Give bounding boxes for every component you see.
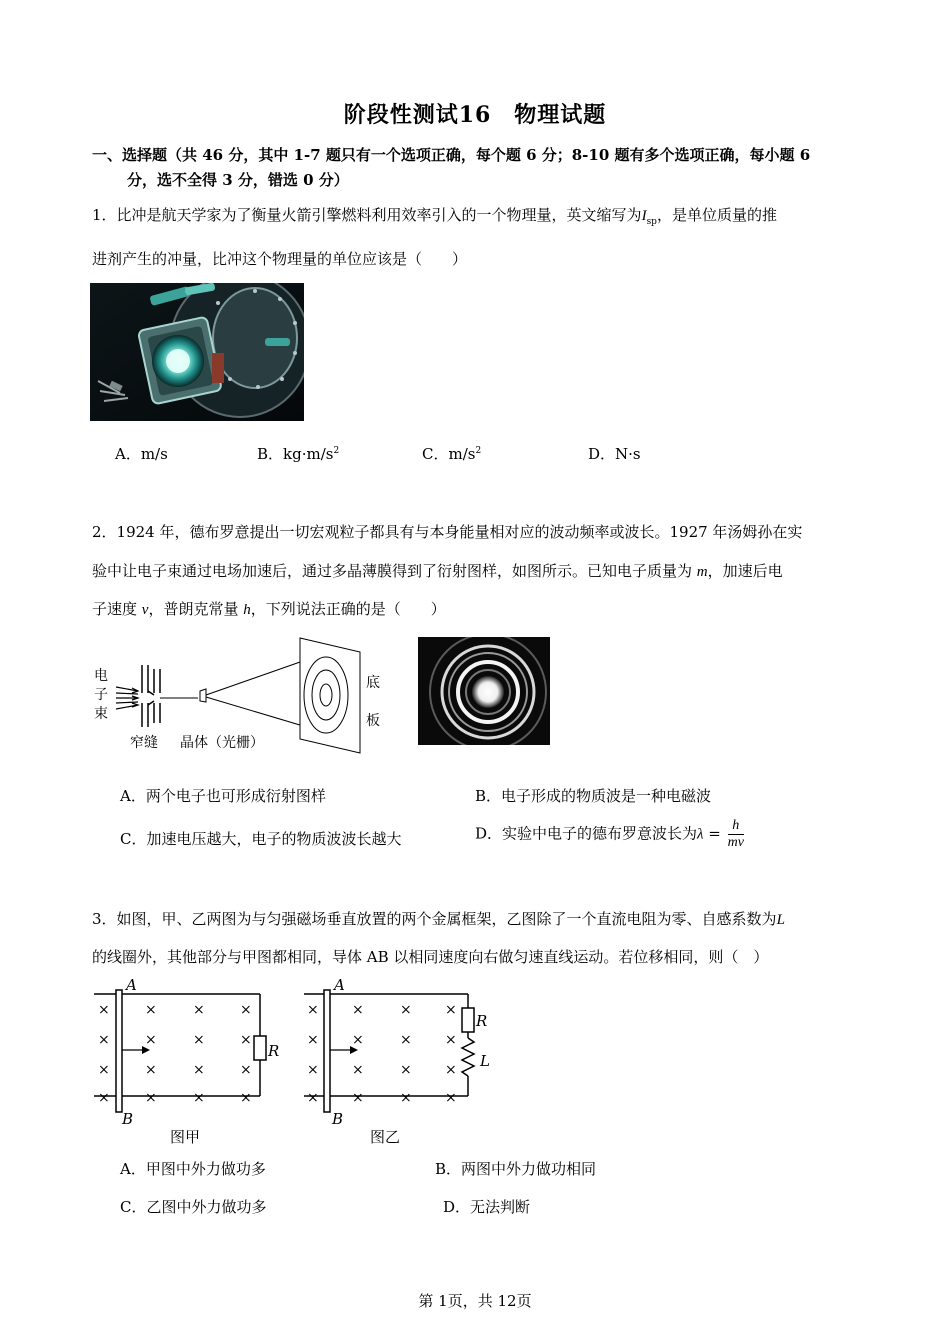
- section-heading-line1: 一、选择题（共 46 分，其中 1-7 题只有一个选项正确，每个题 6 分；8-10 题有多个选项正确，每小题 6: [92, 146, 811, 164]
- q1-option-d-label: D．N·s: [588, 445, 641, 463]
- magnetic-frames-diagram: [90, 978, 500, 1150]
- cross-mark: ×: [445, 1032, 457, 1048]
- q1-option-a-label: A．m/s: [115, 445, 168, 463]
- rod-ab-yi: [324, 990, 330, 1112]
- resistor-r-jia: [254, 1036, 266, 1060]
- fraction-numerator: h: [728, 818, 744, 835]
- q2-line2-pre: 验中让电子束通过电场加速后，通过多晶薄膜得到了衍射图样，如图所示。已知电子质量为: [92, 562, 697, 580]
- cross-mark: ×: [145, 1090, 157, 1106]
- q1-line2: 进剂产生的冲量，比冲这个物理量的单位应该是（ ）: [92, 250, 468, 268]
- q2-line3-mid: ，普朗克常量: [148, 600, 244, 618]
- resistor-r-yi: [462, 1008, 474, 1032]
- cross-mark: ×: [98, 1062, 110, 1078]
- q2-option-d-eq: =: [703, 824, 726, 843]
- cross-mark: ×: [445, 1002, 457, 1018]
- beam-label-1: 电: [94, 668, 108, 684]
- section-heading: [92, 143, 872, 193]
- cross-mark: ×: [352, 1062, 364, 1078]
- cross-mark: ×: [400, 1062, 412, 1078]
- q2-line2-post: ，加速后电: [707, 562, 783, 580]
- q2-option-c: C．加速电压越大，电子的物质波波长越大: [120, 830, 402, 848]
- cross-mark: ×: [307, 1090, 319, 1106]
- q2-option-d-text: D．实验中电子的德布罗意波长为: [475, 824, 698, 843]
- cross-mark: ×: [307, 1032, 319, 1048]
- q1-option-b-label: B．kg·m/s: [257, 445, 334, 463]
- cross-mark: ×: [445, 1090, 457, 1106]
- cross-mark: ×: [240, 1002, 252, 1018]
- electron-diffraction-diagram: [90, 635, 390, 755]
- rod-ab-jia: [116, 990, 122, 1112]
- cross-mark: ×: [240, 1032, 252, 1048]
- cross-mark: ×: [98, 1032, 110, 1048]
- q2-var-h: h: [243, 602, 251, 618]
- screen-plate: [300, 638, 360, 753]
- q2-option-b: B．电子形成的物质波是一种电磁波: [475, 787, 712, 805]
- q2-line2: [92, 559, 783, 584]
- cross-mark: ×: [193, 1090, 205, 1106]
- figure-yi: [304, 978, 490, 1146]
- q1-option-c-sup: 2: [475, 446, 482, 456]
- q3-option-d: D．无法判断: [443, 1198, 531, 1216]
- cross-mark: ×: [352, 1032, 364, 1048]
- q2-var-m: m: [696, 564, 708, 580]
- label-r-jia: R: [268, 1042, 280, 1060]
- cross-mark: ×: [240, 1090, 252, 1106]
- cross-mark: ×: [352, 1002, 364, 1018]
- q1-symbol: I: [641, 208, 647, 224]
- caption-jia: 图甲: [170, 1128, 201, 1146]
- cross-mark: ×: [400, 1032, 412, 1048]
- cross-mark: ×: [240, 1062, 252, 1078]
- diffraction-pattern-image: [418, 637, 550, 745]
- q2-option-a: A．两个电子也可形成衍射图样: [120, 787, 326, 805]
- crystal: [200, 689, 206, 702]
- section-heading-line2: 分，选不全得 3 分，错选 0 分）: [127, 171, 349, 189]
- cross-mark: ×: [145, 1002, 157, 1018]
- q3-option-c: C．乙图中外力做功多: [120, 1198, 267, 1216]
- fraction-denominator: mv: [727, 835, 744, 850]
- q1-option-b-sup: 2: [333, 446, 340, 456]
- beam-arrows: [116, 687, 138, 709]
- q1-symbol-sub: sp: [646, 217, 657, 227]
- slit-label: 窄缝: [130, 735, 158, 751]
- q3-line1: [92, 907, 882, 932]
- label-l-yi: L: [480, 1052, 490, 1070]
- plate-label-1: 底: [366, 675, 380, 691]
- q1-option-d: [588, 443, 641, 464]
- inductor-l-yi: [462, 1038, 474, 1076]
- cross-mark: ×: [98, 1002, 110, 1018]
- label-a-jia: A: [126, 978, 137, 994]
- q3-line1-pre: 3．如图，甲、乙两图为与匀强磁场垂直放置的两个金属框架，乙图除了一个直流电阻为零、自感系数为: [92, 910, 777, 928]
- q3-option-a: A．甲图中外力做功多: [120, 1160, 266, 1178]
- q2-line3-pre: 子速度: [92, 600, 142, 618]
- crystal-label: 晶体（光栅）: [180, 735, 264, 751]
- q1-text-post: ，是单位质量的推: [656, 206, 777, 224]
- q2-line3: [92, 597, 446, 622]
- label-b-jia: B: [122, 1110, 134, 1128]
- cross-mark: ×: [400, 1002, 412, 1018]
- page-title: 阶段性测试16 物理试题: [343, 102, 607, 128]
- q1-option-b: [257, 443, 339, 464]
- q3-var-L: L: [776, 912, 785, 928]
- rocket-engine-image: [90, 283, 304, 421]
- label-a-yi: A: [334, 978, 345, 994]
- cross-mark: ×: [98, 1090, 110, 1106]
- cross-mark: ×: [352, 1090, 364, 1106]
- beam-label-3: 束: [94, 706, 108, 722]
- plate-label-2: 板: [366, 713, 380, 729]
- q3-line2: 的线圈外，其他部分与甲图都相同，导体 AB 以相同速度向右做匀速直线运动。若位移相同，则（ ）: [92, 948, 769, 966]
- q1-option-a: [115, 443, 168, 464]
- cross-mark: ×: [400, 1090, 412, 1106]
- caption-yi: 图乙: [370, 1128, 401, 1146]
- q2-option-d: [475, 818, 744, 851]
- cross-mark: ×: [145, 1062, 157, 1078]
- q1-option-c: [422, 443, 481, 464]
- cross-mark: ×: [445, 1062, 457, 1078]
- cross-mark: ×: [307, 1002, 319, 1018]
- cross-mark: ×: [307, 1062, 319, 1078]
- label-b-yi: B: [332, 1110, 344, 1128]
- cross-mark: ×: [193, 1002, 205, 1018]
- slit: [142, 665, 160, 727]
- beam-label-2: 子: [94, 687, 108, 703]
- q1-line1: [92, 203, 872, 234]
- q2-option-d-lambda: λ: [697, 826, 704, 843]
- page-footer: 第 1页，共 12页: [418, 1292, 532, 1310]
- cross-mark: ×: [193, 1062, 205, 1078]
- q2-var-v: v: [141, 602, 149, 618]
- q2-line1: 2．1924 年，德布罗意提出一切宏观粒子都具有与本身能量相对应的波动频率或波长。1927 年汤姆孙在实: [92, 523, 803, 541]
- cross-mark: ×: [193, 1032, 205, 1048]
- label-r-yi: R: [476, 1012, 488, 1030]
- q3-option-b: B．两图中外力做功相同: [435, 1160, 597, 1178]
- q1-text-pre: 1．比冲是航天学家为了衡量火箭引擎燃料利用效率引入的一个物理量，英文缩写为: [92, 206, 642, 224]
- q1-option-c-label: C．m/s: [422, 445, 476, 463]
- q2-option-d-fraction: [728, 818, 744, 851]
- cross-mark: ×: [145, 1032, 157, 1048]
- q2-line3-post: ，下列说法正确的是（ ）: [250, 600, 446, 618]
